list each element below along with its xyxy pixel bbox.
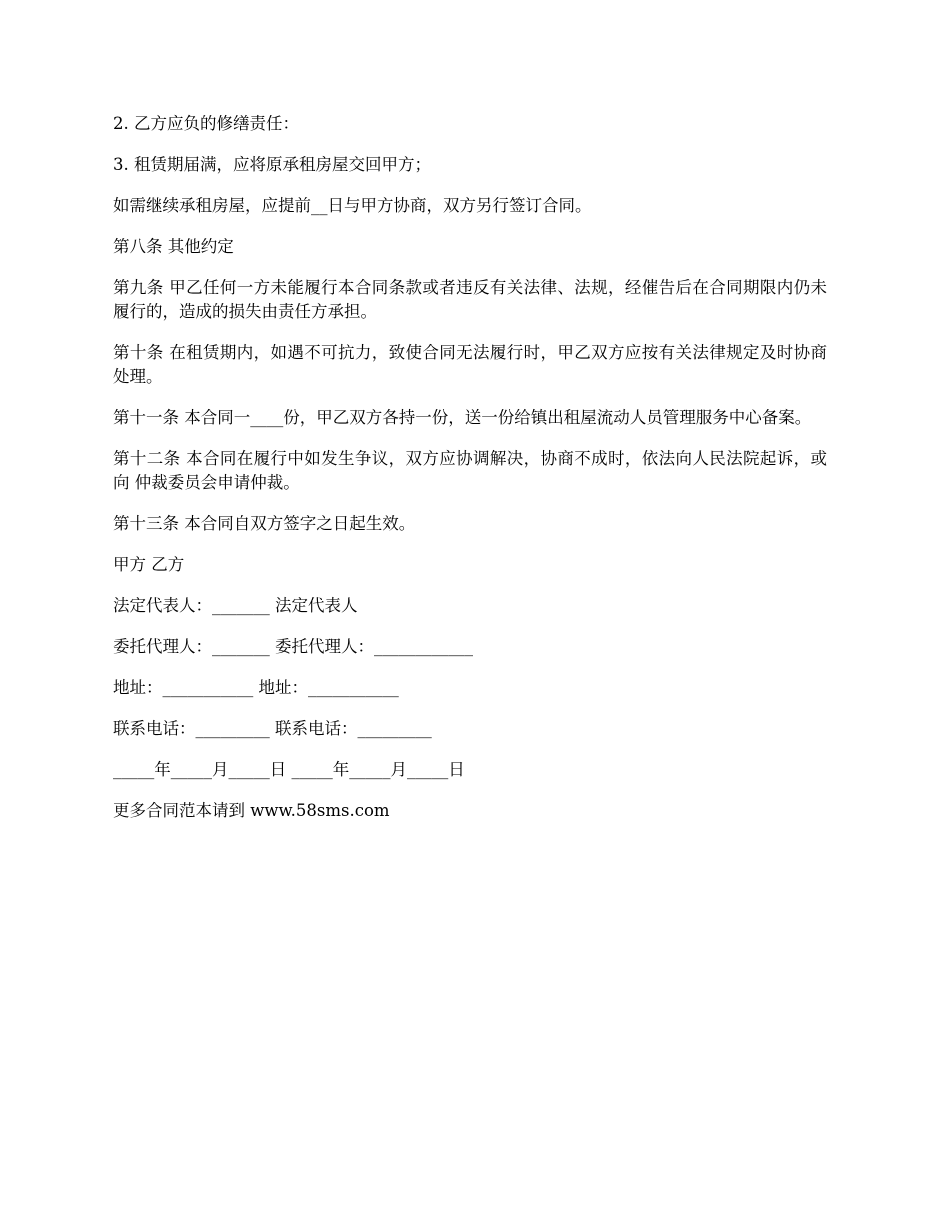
authorized-agent-line: 委托代理人：_______ 委托代理人：____________ (113, 637, 473, 656)
address-line: 地址：___________ 地址：___________ (113, 678, 399, 697)
clause-return-house: 3. 租赁期届满，应将原承租房屋交回甲方； (113, 155, 431, 174)
clause-repair-responsibility: 2. 乙方应负的修缮责任： (113, 114, 299, 133)
parties-heading: 甲方 乙方 (113, 555, 185, 574)
legal-representative-line: 法定代表人：_______ 法定代表人 (113, 596, 358, 615)
article-13: 第十三条 本合同自双方签字之日起生效。 (113, 514, 416, 533)
document-body (113, 112, 827, 840)
clause-renewal: 如需继续承租房屋，应提前__日与甲方协商，双方另行签订合同。 (113, 196, 592, 215)
phone-line: 联系电话：_________ 联系电话：_________ (113, 719, 432, 738)
article-11: 第十一条 本合同一____份，甲乙双方各持一份，送一份给镇出租屋流动人员管理服务中心备案。 (113, 408, 812, 427)
article-9: 第九条 甲乙任何一方未能履行本合同条款或者违反有关法律、法规，经催告后在合同期限内仍未履行的，造成的损失由责任方承担。 (113, 278, 827, 321)
article-8-heading: 第八条 其他约定 (113, 237, 234, 256)
footer-more-templates: 更多合同范本请到 www.58sms.com (113, 801, 390, 820)
article-12: 第十二条 本合同在履行中如发生争议，双方应协调解决，协商不成时，依法向人民法院起诉，或向 仲裁委员会申请仲裁。 (113, 449, 827, 492)
date-line: _____年_____月_____日 _____年_____月_____日 (113, 760, 465, 779)
article-10: 第十条 在租赁期内，如遇不可抗力，致使合同无法履行时，甲乙双方应按有关法律规定及时协商处理。 (113, 343, 827, 386)
